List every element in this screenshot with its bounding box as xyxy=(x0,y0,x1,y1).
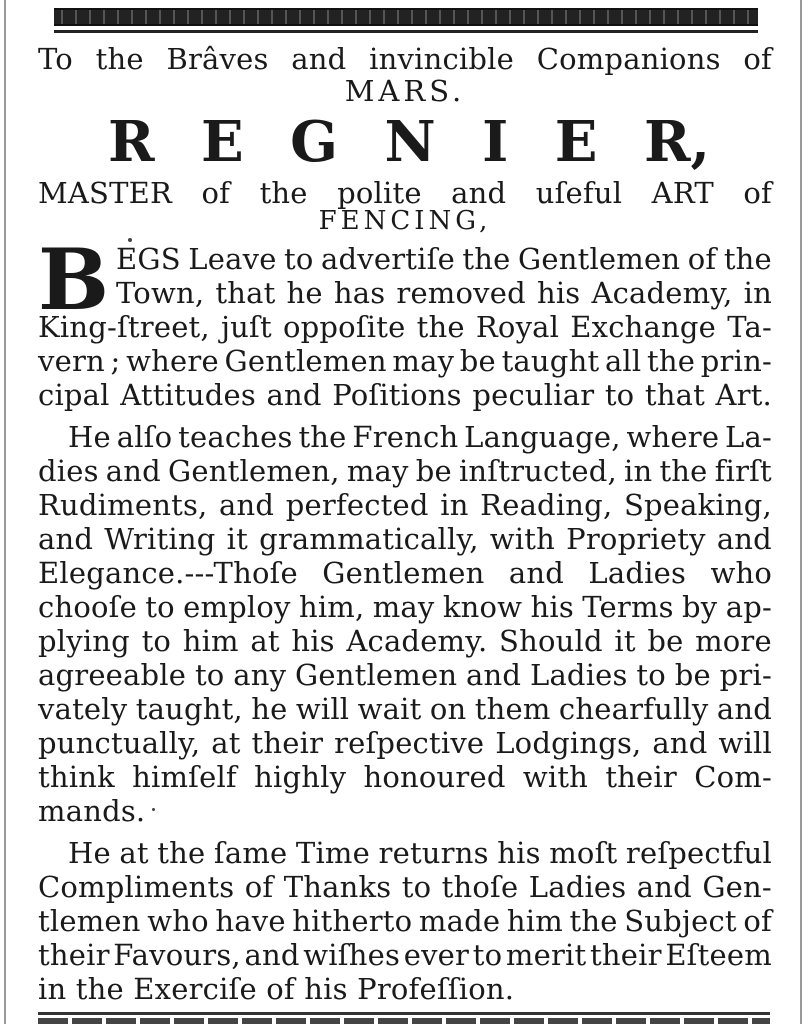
word: moſt xyxy=(549,836,618,870)
address-line xyxy=(38,42,772,76)
word: the xyxy=(298,420,347,454)
word: be xyxy=(415,454,452,488)
bottom-rule-cut xyxy=(38,1018,770,1024)
word: Reading, xyxy=(480,488,613,522)
word: be xyxy=(459,344,496,378)
text-line xyxy=(38,938,772,972)
word: To xyxy=(38,42,73,76)
word: the xyxy=(95,42,144,76)
word: ; xyxy=(110,344,121,378)
word: Gentlemen xyxy=(322,556,485,590)
word: merit xyxy=(505,938,587,972)
word: him xyxy=(182,624,239,658)
word: King-ſtreet, xyxy=(38,310,210,344)
word: to xyxy=(636,658,666,692)
fencing-heading: FENCING, xyxy=(318,206,492,236)
word: and xyxy=(244,938,300,972)
word: and xyxy=(652,726,708,760)
word: Elegance.---Thoſe xyxy=(38,556,298,590)
word: of xyxy=(201,176,231,210)
word: with xyxy=(522,760,589,794)
word: highly xyxy=(254,760,347,794)
word: to xyxy=(194,658,225,692)
word: polite xyxy=(337,176,422,210)
word: the xyxy=(569,904,618,938)
word: taught, xyxy=(135,692,243,726)
word: removed xyxy=(396,276,526,310)
word: chearfully xyxy=(558,692,709,726)
column-border-right xyxy=(800,0,802,1024)
word: taught xyxy=(501,344,600,378)
word: ART xyxy=(651,176,714,210)
text-line: mands. xyxy=(38,794,146,828)
word: wiſhes xyxy=(303,938,401,972)
word: and xyxy=(716,692,772,726)
word: advertiſe xyxy=(321,242,455,276)
text-line xyxy=(38,310,772,344)
word: perfected xyxy=(285,488,429,522)
word: firſt xyxy=(714,454,772,488)
word: his xyxy=(497,836,541,870)
word: ſame xyxy=(213,836,288,870)
word: and xyxy=(105,454,161,488)
word: tlemen xyxy=(38,904,141,938)
word: and xyxy=(219,488,275,522)
name-letter: E xyxy=(554,109,598,175)
word: peculiar xyxy=(472,378,595,412)
word: will xyxy=(295,692,350,726)
word: Language, xyxy=(464,420,621,454)
word: where xyxy=(626,420,720,454)
word: agreeable xyxy=(38,658,187,692)
name-letter: R, xyxy=(643,109,710,175)
top-rule-thin xyxy=(54,30,758,33)
word: Favours, xyxy=(113,938,241,972)
word: Writing xyxy=(104,522,216,556)
word: Ladies xyxy=(528,870,627,904)
word: cipal xyxy=(38,378,110,412)
word: in xyxy=(743,276,772,310)
word: the xyxy=(723,242,772,276)
word: Com- xyxy=(694,760,772,794)
word: and xyxy=(508,556,565,590)
word: uſeful xyxy=(535,176,623,210)
bottom-rule xyxy=(38,1012,770,1015)
word: of xyxy=(743,904,772,938)
text-line xyxy=(38,556,772,590)
word: Gen- xyxy=(702,870,772,904)
text-line xyxy=(38,658,772,692)
word: the xyxy=(416,310,465,344)
word: them xyxy=(474,692,551,726)
word: hitherto xyxy=(292,904,413,938)
word: Compliments xyxy=(38,870,235,904)
word: may xyxy=(346,454,409,488)
word: reſpectful xyxy=(625,836,772,870)
word: honoured xyxy=(363,760,506,794)
word: Thanks xyxy=(283,870,392,904)
word: EGS xyxy=(116,242,181,276)
text-line xyxy=(38,590,772,624)
word: and xyxy=(716,522,772,556)
word: of xyxy=(743,42,772,76)
name-letter: N xyxy=(384,109,436,175)
word: of xyxy=(687,242,717,276)
word: the xyxy=(157,836,206,870)
word: himſelf xyxy=(132,760,237,794)
word: chooſe xyxy=(38,590,137,624)
word: made xyxy=(418,904,501,938)
word: French xyxy=(352,420,459,454)
word: his xyxy=(291,624,335,658)
word: the xyxy=(659,454,708,488)
word: their xyxy=(251,726,324,760)
word: of xyxy=(244,870,274,904)
word: Gentlemen, xyxy=(168,454,340,488)
word: and xyxy=(291,42,347,76)
word: He xyxy=(68,420,111,454)
word: he xyxy=(251,692,288,726)
word: to xyxy=(141,624,172,658)
word: vately xyxy=(38,692,128,726)
word: more xyxy=(695,624,772,658)
word: punctually, xyxy=(38,726,201,760)
word: his xyxy=(536,276,581,310)
mars-heading: MARS. xyxy=(344,74,466,108)
word: the xyxy=(259,176,308,210)
word: to xyxy=(604,378,635,412)
text-line: in the Exerciſe of his Profeſſion. xyxy=(38,972,515,1006)
word: Subject xyxy=(624,904,737,938)
word: the xyxy=(462,242,511,276)
word: their xyxy=(590,938,662,972)
ink-speck xyxy=(152,808,155,811)
word: Academy. xyxy=(346,624,488,658)
word: oppoſite xyxy=(283,310,406,344)
word: He xyxy=(68,836,111,870)
name-letter: E xyxy=(201,109,244,175)
word: their xyxy=(38,938,110,972)
word: Gentlemen xyxy=(295,658,458,692)
word: Attitudes xyxy=(120,378,256,412)
top-rule xyxy=(54,8,758,26)
word: Time xyxy=(295,836,370,870)
word: where xyxy=(126,344,219,378)
word: wait xyxy=(357,692,422,726)
text-line xyxy=(68,420,772,454)
word: plying xyxy=(38,624,130,658)
word: who xyxy=(710,556,772,590)
text-line xyxy=(38,488,772,522)
text-line xyxy=(38,692,772,726)
word: and xyxy=(451,176,507,210)
name-letter: I xyxy=(482,109,509,175)
name-letter: R xyxy=(108,109,155,175)
word: Poſitions xyxy=(332,378,462,412)
word: be xyxy=(674,658,711,692)
word: be xyxy=(647,624,684,658)
text-line xyxy=(38,454,772,488)
word: to xyxy=(145,590,175,624)
word: he xyxy=(286,276,323,310)
word: Should xyxy=(499,624,603,658)
word: Town, xyxy=(116,276,205,310)
name-heading xyxy=(108,110,710,174)
word: Terms xyxy=(582,590,674,624)
word: ap- xyxy=(725,590,772,624)
word: Rudiments, xyxy=(38,488,208,522)
word: him xyxy=(506,904,563,938)
name-letter: G xyxy=(290,109,338,175)
word: Brâves xyxy=(166,42,269,76)
title-line xyxy=(38,176,772,210)
text-line xyxy=(38,522,772,556)
word: grammatically, xyxy=(259,522,479,556)
word: at xyxy=(119,836,149,870)
word: teaches xyxy=(178,420,293,454)
word: Ladies xyxy=(529,658,628,692)
word: pri- xyxy=(719,658,772,692)
word: Eſteem xyxy=(665,938,772,972)
word: any xyxy=(233,658,287,692)
word: of xyxy=(743,176,772,210)
word: know xyxy=(442,590,523,624)
word: all xyxy=(604,344,642,378)
word: may xyxy=(372,590,435,624)
word: have xyxy=(215,904,286,938)
word: Exchange xyxy=(570,310,717,344)
word: prin- xyxy=(700,344,772,378)
word: the xyxy=(647,344,696,378)
text-line xyxy=(38,726,772,760)
column-border-left xyxy=(4,0,6,1024)
word: Royal xyxy=(475,310,560,344)
word: Leave xyxy=(188,242,277,276)
word: will xyxy=(718,726,772,760)
word: and xyxy=(266,378,322,412)
word: has xyxy=(333,276,386,310)
word: in xyxy=(623,454,653,488)
word: thoſe xyxy=(441,870,519,904)
word: dies xyxy=(38,454,99,488)
word: invincible xyxy=(369,42,514,76)
word: may xyxy=(392,344,455,378)
word: Gentlemen xyxy=(518,242,681,276)
word: to xyxy=(401,870,432,904)
text-line xyxy=(38,344,772,378)
word: Art. xyxy=(715,378,772,412)
drop-cap: B xyxy=(38,230,109,329)
word: alſo xyxy=(116,420,173,454)
word: MASTER xyxy=(38,176,173,210)
word: and xyxy=(466,658,522,692)
word: him, xyxy=(298,590,365,624)
word: ever xyxy=(403,938,470,972)
word: and xyxy=(636,870,692,904)
word: employ xyxy=(183,590,291,624)
word: La- xyxy=(725,420,772,454)
word: Companions xyxy=(536,42,721,76)
text-line xyxy=(38,760,772,794)
word: Academy, xyxy=(591,276,733,310)
text-line xyxy=(116,242,772,276)
word: at xyxy=(250,624,280,658)
word: Speaking, xyxy=(623,488,772,522)
word: to xyxy=(472,938,503,972)
text-line xyxy=(38,378,772,412)
word: it xyxy=(614,624,636,658)
word: reſpective xyxy=(334,726,485,760)
word: who xyxy=(147,904,209,938)
word: by xyxy=(682,590,718,624)
word: vern xyxy=(38,344,105,378)
word: his xyxy=(530,590,574,624)
word: their xyxy=(605,760,677,794)
word: it xyxy=(226,522,248,556)
word: returns xyxy=(378,836,489,870)
text-line xyxy=(116,276,772,310)
word: that xyxy=(215,276,276,310)
word: Propriety xyxy=(566,522,706,556)
word: that xyxy=(644,378,705,412)
word: think xyxy=(38,760,115,794)
word: with xyxy=(489,522,556,556)
text-line xyxy=(38,624,772,658)
text-line xyxy=(38,904,772,938)
word: Lodgings, xyxy=(495,726,642,760)
word: Ladies xyxy=(588,556,687,590)
word: at xyxy=(211,726,241,760)
word: Gentlemen xyxy=(224,344,387,378)
word: on xyxy=(429,692,467,726)
text-line xyxy=(38,870,772,904)
text-line xyxy=(68,836,772,870)
word: juſt xyxy=(220,310,272,344)
word: Ta- xyxy=(727,310,772,344)
word: inſtructed, xyxy=(458,454,617,488)
word: to xyxy=(284,242,314,276)
word: and xyxy=(38,522,94,556)
word: in xyxy=(440,488,469,522)
